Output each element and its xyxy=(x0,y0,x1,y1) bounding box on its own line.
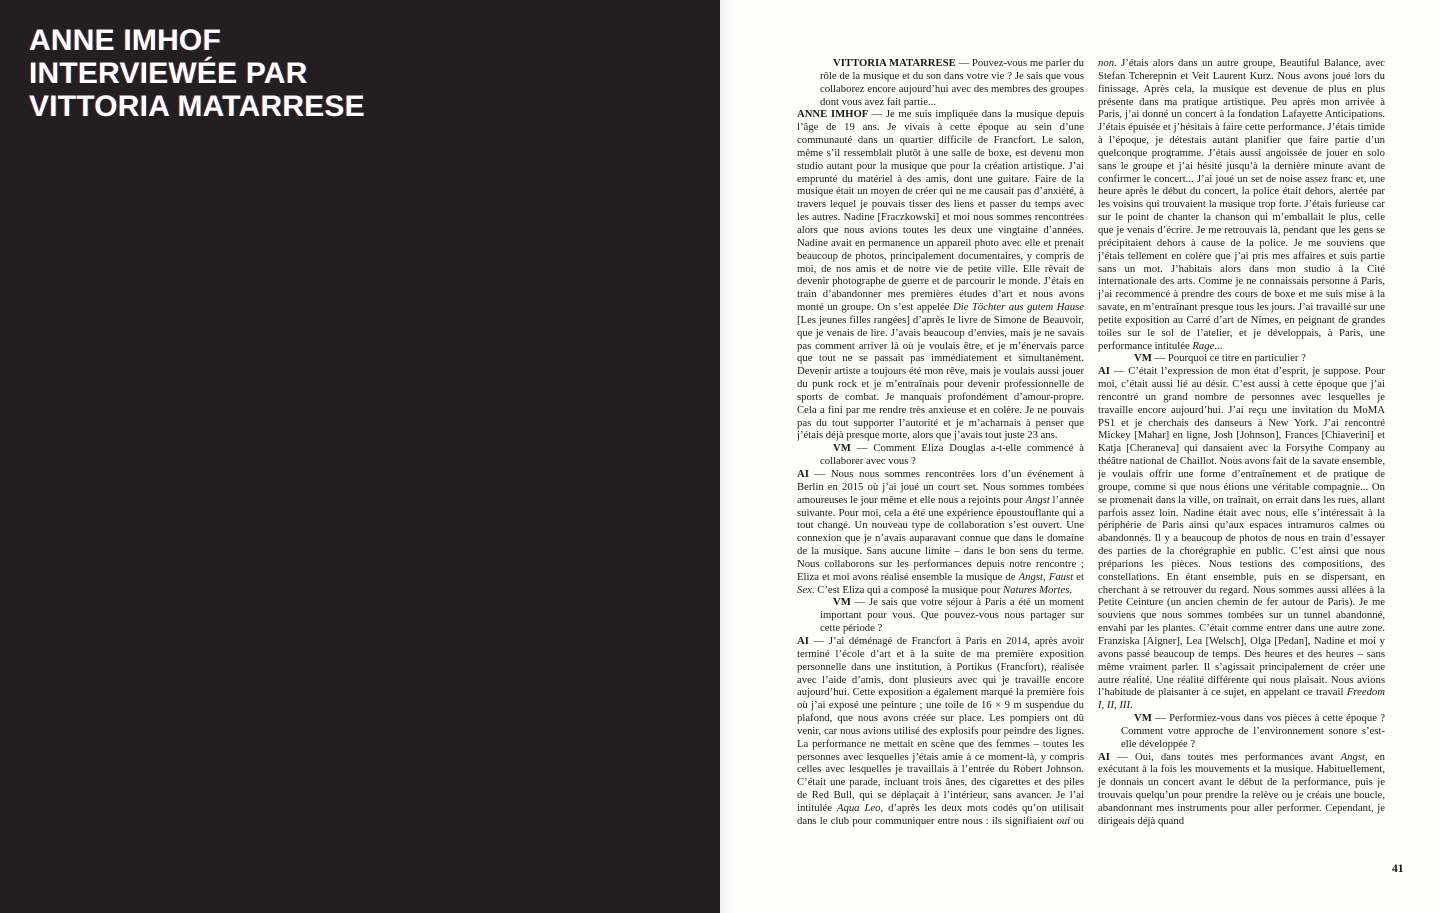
speaker-label: AI xyxy=(797,468,815,480)
work-title: Freedom I, II, III xyxy=(1098,686,1385,712)
interview-text xyxy=(797,57,1385,831)
work-title: Faust xyxy=(1048,570,1074,583)
text-run: . xyxy=(1069,583,1073,596)
text-run: — Nous nous sommes rencontrées lors d’un événement à Berlin en 2015 où j’ai joué un court set. Nous sommes tombées amoureuses le jour même et elle nous a rejoints pour xyxy=(797,468,1084,506)
text-run: . J’étais alors dans un autre groupe, Beautiful Balance, avec Stefan Tcherepnin et Veit Laurent Kurz. Nous avons joué lors du finissage. Après cela, la musique est devenue de plus en plus présente dans ma pratique artistique. Peu après mon arrivée à Paris, j’ai donné un concert à la fondation Lafayette Anticipations. J’étais épuisée et j’hésitais à faire cette performance. J’étais timide à l’époque, je détestais autant planifier que faire partie d’un quelconque programme. J’étais aussi angoissée de jouer en solo sans le groupe et j’ai hésité jusqu’à la dernière minute avant de confirmer le concert... J’ai joué un set de noise assez franc et, une heure après le début du concert, la police était dehors, alertée par les voisins qui trouvaient la musique trop forte. J’étais furieuse car sur le point de chanter la chanson qui m’emballait le plus, celle que je venais d’écrire. Je me retrouvais là, pendant que les gens se précipitaient dehors à cause de la police. Je me souviens que j’étais tellement en colère que j’ai pris mes affaires et suis partie sans un mot. J’habitais alors dans mon studio à la Cité internationale des arts. Comme je ne connaissais personne à Paris, j’ai recommencé à prendre des cours de boxe et me suis mise à la savate, en m’entraînant presque tous les jours. J’ai travaillé sur une petite exposition au Carré d’art de Nîmes, en peignant de grandes toiles sur le sol de l’atelier, et je développais, à Paris, une performance intitulée xyxy=(1098,57,1385,352)
text-run: — J’ai déménagé de Francfort à Paris en 2014, après avoir terminé l’école d’art et à la suite de ma première exposition personnelle dans une institution, à Portikus (Francfort), réalisée avec l’aide d’amis, dont plusieurs avec qui je travaille encore aujourd’hui. Cette exposition a également marqué la première fois où j’ai exposé une peinture ; une toile de 16 × 9 m suspendue du plafond, que nous avons créée sur place. Les pompiers ont dû venir, car nous avions utilisé des explosifs pour peindre des lignes. La performance ne mettait en scène que des femmes – toutes les personnes avec lesquelles j’étais amie à ce moment-là, y compris celles avec lesquelles je travaillais à l’entrée du Robert Johnson. C’était une parade, incluant trois ânes, des cigarettes et des piles de Red Bull, qui se déplaçait à l’intérieur, sans avancer. Je l’ai intitulée xyxy=(797,634,1084,814)
speaker-label: AI xyxy=(797,634,814,647)
text-run: l’année suivante. Pour moi, cela a été une expérience époustouflante qui a tout changé. Un nouveau type de collaboration s’est ouvert. Une connexion que je n’avais auparavant connue que dans le domaine de la musique. Sans aucune limite – dans le bon sens du terme. Nous collaborons sur les performances depuis notre rencontre ; Eliza et moi avons réalisé ensemble la musique de xyxy=(797,493,1084,583)
work-title: oui xyxy=(1056,814,1071,827)
text-run: ou xyxy=(1070,814,1085,827)
text-run: — Je me suis impliquée dans la musique depuis l’âge de 19 ans. Je vivais à cette époque au sein d’une communauté dans un quartier difficile de Francfort. Le salon, même s’il ressemblait plutôt à une salle de boxe, est devenu mon studio autant pour la musique que pour la création artistique. J’ai emprunté du matériel à des amis, dont une guitare. Faire de la musique était un moyen de créer qui ne me causait pas d’anxiété, à travers lequel je pouvais tisser des liens et passer du temps avec les autres. Nadine [Fraczkowski] et moi nous sommes rencontrées alors que nous avions toutes les deux une vingtaine d’années. Nadine avait en permanence un appareil photo avec elle et prenait beaucoup de photos, principalement documentaires, y compris de moi, de nos amis et de notre vie de petite ville. Elle rêvait de devenir photographe de guerre et de parcourir le monde. J’étais en train d’abandonner mes premières études d’art et nous avons monté un groupe. On s’est appelée xyxy=(797,108,1084,314)
title-line-3: VITTORIA MATARRESE xyxy=(29,90,365,123)
text-run: — Pouvez-vous me parler du rôle de la musique et du son dans votre vie ? Je sais que vous collaborez encore aujourd’hui avec des membres des groupes dont vous avez fait partie... xyxy=(820,57,1084,108)
work-title: Aqua Leo xyxy=(836,801,881,814)
cover-panel xyxy=(0,0,720,913)
title-line-2: INTERVIEWÉE PAR xyxy=(29,57,308,90)
text-run: . xyxy=(1130,699,1133,712)
answer-paragraph xyxy=(797,468,1084,596)
work-title: Angst xyxy=(1340,750,1366,763)
speaker-label: VITTORIA MATARRESE xyxy=(833,57,959,69)
question-paragraph xyxy=(1121,352,1385,365)
work-title: Die Töchter aus gutem Hause xyxy=(953,301,1084,314)
question-paragraph xyxy=(820,57,1084,108)
speaker-label: ANNE IMHOF xyxy=(797,108,872,121)
text-run: , d’après les deux mots codés qu’on utilisait dans le club pour communiquer entre nous : ils signifiaient xyxy=(797,801,1085,827)
work-title: Angst xyxy=(1018,570,1043,583)
page-fold-shadow xyxy=(720,0,730,913)
text-run: , xyxy=(1043,570,1049,583)
page-number: 41 xyxy=(1392,863,1404,875)
text-run: , en exécutant à la fois les mouvements et la musique. Habituellement, je donnais un concert avant le début de la performance, puis je trouvais quelqu’un pour prendre la relève ou je créais une boucle, abandonnant mes instruments pour aller performer. Cependant, je dirigeais déjà quand xyxy=(1098,750,1385,827)
text-run: — Pourquoi ce titre en particulier ? xyxy=(1154,352,1306,365)
text-run: — Comment Eliza Douglas a-t-elle commencé à collaborer avec vous ? xyxy=(820,442,1084,468)
speaker-label: AI xyxy=(1098,750,1118,763)
question-paragraph xyxy=(820,596,1084,635)
answer-paragraph xyxy=(1098,751,1385,828)
speaker-label: VM xyxy=(1134,712,1156,725)
text-run: — C’était l’expression de mon état d’esprit, je suppose. Pour moi, c’était aussi lié au désir. C’est aussi à cette époque que j’ai rencontré un grand nombre de personnes avec lesquelles je travaille encore aujourd’hui. J’ai reçu une invitation du MoMA PS1 et je cherchais des danseurs à New York. J’ai rencontré Mickey [Mahar] en ligne, Josh [Johnson], Frances [Chiaverini] et Katja [Cheraneva] qui dansaient avec la Forsythe Company au théâtre national de Chaillot. Nous avons fait de la savate ensemble, je voulais offrir une forme d’entraînement et de pratique de groupe, comme si que nous étions une véritable compagnie... On se promenait dans la ville, on traînait, on errait dans les rues, allant parfois assez loin. Nadine était avec nous, elle s’intéressait à la périphérie de Paris ainsi qu’aux espaces intramuros calmes ou abandonnés. Il y a beaucoup de photos de nous en train d’essayer des parties de la chorégraphie en public. C’est ainsi que nous préparions les pièces. Nous testions des compositions, des constellations. En étant ensemble, puis en se dispersant, en cherchant à se retrouver du regard. Nous sommes aussi allées à la Petite Ceinture (un ancien chemin de fer autour de Paris). Je me souviens que nous sommes tombées sur un tunnel abandonné, envahi par les plantes. C’était comme entrer dans une autre zone. Franziska [Aigner], Lea [Welsch], Olga [Pedan], Nadine et moi y avons passé beaucoup de temps. Des heures et des heures – sans même vraiment parler. Il s’agissait principalement de créer une autre réalité. Une réalité différente qui nous plaisait. Nous avions l’habitude de plaisanter à ce sujet, en appelant ce travail xyxy=(1098,365,1385,699)
speaker-label: VM xyxy=(833,442,857,455)
spread-title xyxy=(29,24,365,123)
work-title: Natures Mortes xyxy=(1003,583,1070,596)
speaker-label: VM xyxy=(833,596,855,609)
interview-page xyxy=(720,0,1441,913)
text-run: ... xyxy=(1214,339,1223,352)
speaker-label: VM xyxy=(1134,352,1155,365)
text-run: — Oui, dans toutes mes performances avant xyxy=(1117,750,1341,763)
work-title: Angst xyxy=(1025,493,1050,506)
text-run: . C’est Eliza qui a composé la musique pour xyxy=(811,583,1003,596)
answer-paragraph xyxy=(1098,365,1385,712)
speaker-label: AI xyxy=(1098,365,1114,378)
text-run: et xyxy=(1073,570,1085,583)
text-run: [Les jeunes filles rangées] d’après le livre de Simone de Beauvoir, que je venais de lire. J’avais beaucoup d’envies, mais je ne savais pas comment arriver là où je voulais être, et je m’énervais parce que tout ne se passait pas immédiatement et simultanément. Devenir artiste a toujours été mon rêve, mais je voulais aussi jouer du punk rock et je m’entraînais pour devenir professionnelle de sports de combat. Je manquais profondément d’amour-propre. Cela a fini par me rendre très anxieuse et en colère. Je ne pouvais pas du tout supporter l’autorité et je m’acharnais à penser que j’étais déjà presque morte, alors que j’avais tout juste 23 ans. xyxy=(797,313,1084,442)
question-paragraph xyxy=(820,442,1084,468)
work-title: Rage xyxy=(1192,339,1215,352)
answer-paragraph xyxy=(797,108,1084,442)
title-line-1: ANNE IMHOF xyxy=(29,24,221,57)
work-title: non xyxy=(1098,57,1115,69)
text-run: — Je sais que votre séjour à Paris a été un moment important pour vous. Que pouvez-vous nous partager sur cette période ? xyxy=(820,596,1084,635)
text-run: — Performiez-vous dans vos pièces à cette époque ? Comment votre approche de l’environnement sonore s’est-elle développée ? xyxy=(1121,712,1385,750)
question-paragraph xyxy=(1121,712,1385,751)
work-title: Sex xyxy=(797,583,812,596)
